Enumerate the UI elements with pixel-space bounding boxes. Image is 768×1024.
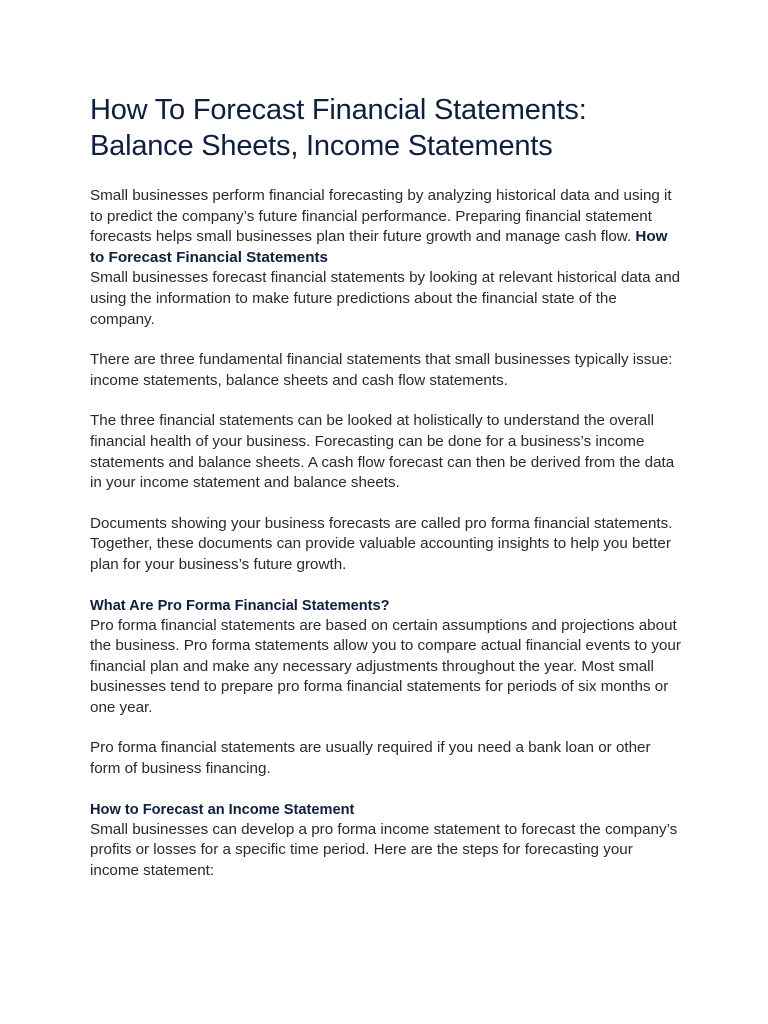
document-body <box>90 186 685 881</box>
section-heading-forecast-statements: How to Forecast Financial Statements <box>90 228 668 266</box>
pro-forma-paragraph: Pro forma financial statements are based on certain assumptions and projections about the business. Pro forma statements allow you to compare actual financial events to your financial plan and make any necessary adjustments throughout the year. Most small businesses tend to prepare pro forma financial statements for periods of six months or one year. <box>90 616 681 716</box>
three-statements-paragraph: There are three fundamental financial statements that small businesses typically issue: income statements, balance sheets and cash flow statements. <box>90 351 673 389</box>
document-page <box>90 92 685 881</box>
section-heading-income-statement: How to Forecast an Income Statement <box>90 801 355 818</box>
holistic-paragraph: The three financial statements can be looked at holistically to understand the overall financial health of your business. Forecasting can be done for a business’s income statements and balance sheets. A cash flow forecast can then be derived from the data in your income statement and balance sheets. <box>90 412 675 492</box>
title-line-1: How To Forecast Financial Statements: <box>90 94 587 126</box>
forecast-paragraph: Small businesses forecast financial statements by looking at relevant historical data and using the information to make future predictions about the financial state of the company. <box>90 269 681 328</box>
bank-loan-paragraph: Pro forma financial statements are usually required if you need a bank loan or other form of business financing. <box>90 739 651 778</box>
document-title <box>90 92 685 164</box>
intro-text: Small businesses perform financial forecasting by analyzing historical data and using it to predict the company’s future financial performance. Preparing financial statement forecasts helps small businesses plan their future growth and manage cash flow. <box>90 187 672 246</box>
section-heading-pro-forma: What Are Pro Forma Financial Statements? <box>90 597 390 614</box>
title-line-2: Balance Sheets, Income Statements <box>90 130 553 162</box>
intro-paragraph <box>90 186 685 268</box>
income-statement-paragraph: Small businesses can develop a pro forma income statement to forecast the company’s profits or losses for a specific time period. Here are the steps for forecasting your income statement: <box>90 820 678 879</box>
documents-paragraph: Documents showing your business forecasts are called pro forma financial statements. Together, these documents can provide valuable accounting insights to help you better plan for your business’s future growth. <box>90 514 673 573</box>
